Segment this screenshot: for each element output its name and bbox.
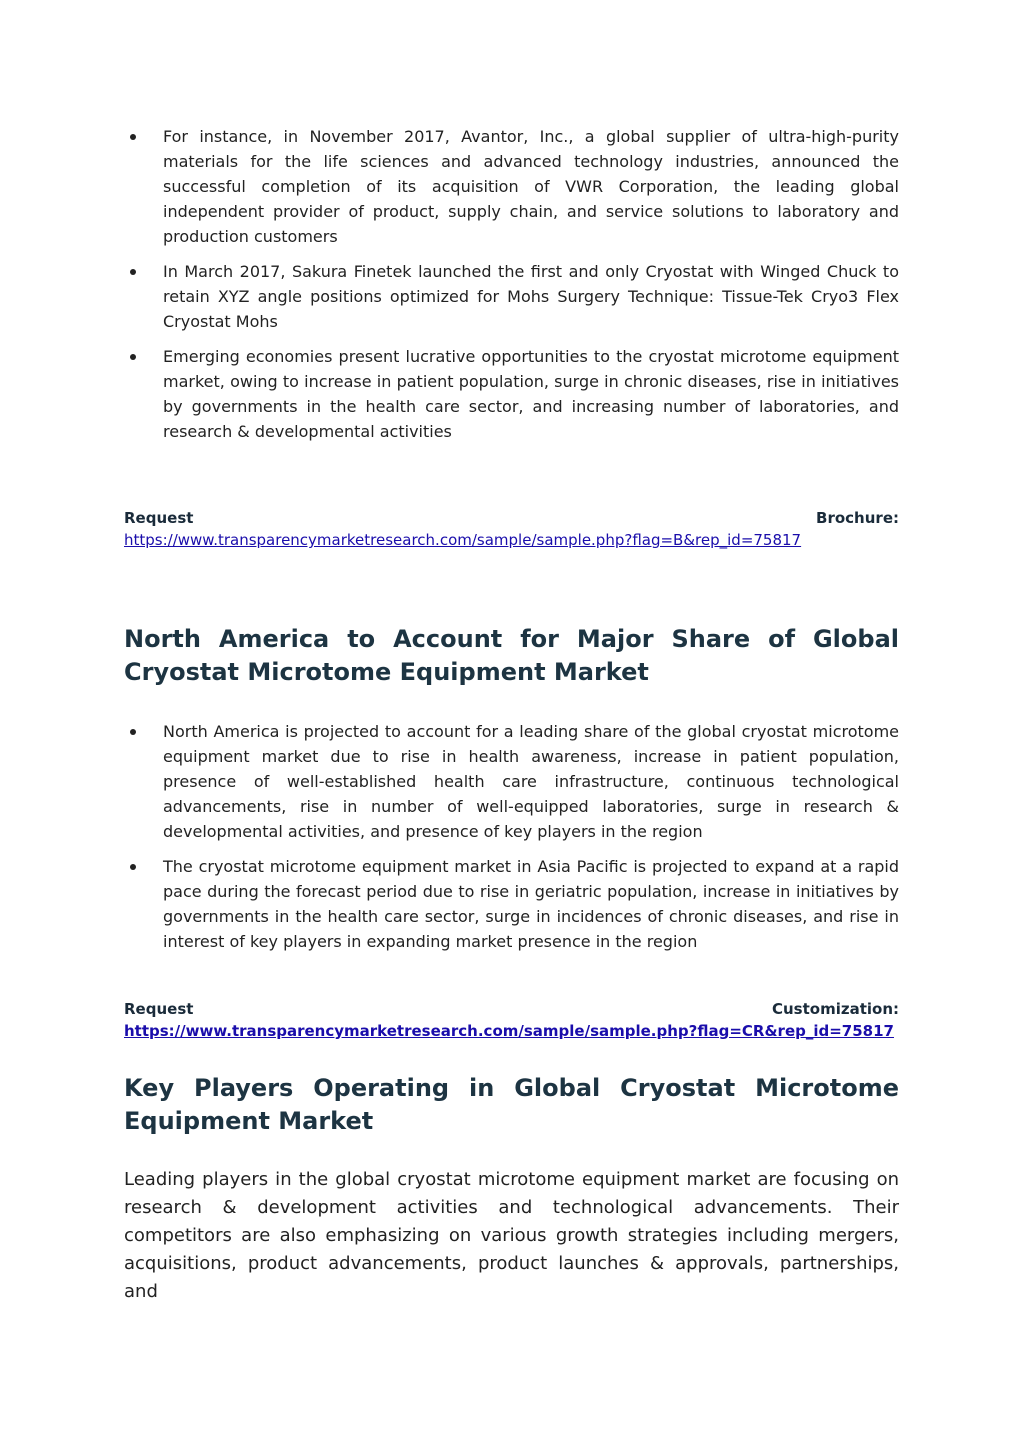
bullet-icon	[130, 864, 136, 870]
brochure-label: Brochure:	[816, 509, 899, 527]
bullet-list-recent-developments	[124, 124, 899, 444]
bullet-icon	[130, 134, 136, 140]
list-item	[124, 344, 899, 444]
section-heading-key-players: Key Players Operating in Global Cryostat Microtome Equipment Market	[124, 1074, 899, 1135]
bullet-text: For instance, in November 2017, Avantor, Inc., a global supplier of ultra-high-purity materials for the life sciences and advanced technology industries, announced the successful completion of its acquisition of VWR Corporation, the leading global independent provider of product, supply chain, and service solutions to laboratory and production customers	[163, 127, 899, 246]
list-item	[124, 124, 899, 249]
bullet-icon	[130, 729, 136, 735]
brochure-link[interactable]: https://www.transparencymarketresearch.com/sample/sample.php?flag=B&rep_id=75817	[124, 531, 802, 549]
customization-label: Customization:	[771, 1000, 899, 1018]
bullet-icon	[130, 269, 136, 275]
list-item	[124, 719, 899, 844]
list-item	[124, 854, 899, 954]
bullet-text: North America is projected to account for a leading share of the global cryostat microtome equipment market due to rise in health awareness, increase in patient population, presence of well-established health care infrastructure, continuous technological advancements, rise in number of well-equipped laboratories, surge in research & developmental activities, and presence of key players in the region	[163, 722, 899, 841]
document-page	[124, 124, 899, 1306]
bullet-text: In March 2017, Sakura Finetek launched the first and only Cryostat with Winged Chuck to retain XYZ angle positions optimized for Mohs Surgery Technique: Tissue-Tek Cryo3 Flex Cryostat Mohs	[163, 262, 899, 331]
section-heading-north-america: North America to Account for Major Share of Global Cryostat Microtome Equipment Market	[124, 625, 899, 686]
key-players-paragraph: Leading players in the global cryostat microtome equipment market are focusing on research & development activities and technological advancements. Their competitors are also emphasizing on various growth strategies including mergers, acquisitions, product advancements, product launches & approvals, partnerships, and	[124, 1169, 899, 1302]
request-brochure-block	[124, 507, 899, 551]
bullet-icon	[130, 354, 136, 360]
request-label: Request	[124, 1000, 194, 1018]
bullet-text: Emerging economies present lucrative opportunities to the cryostat microtome equipment market, owing to increase in patient population, surge in chronic diseases, rise in initiatives by governments in the health care sector, and increasing number of laboratories, and research & developmental activities	[163, 347, 899, 441]
request-customization-block	[124, 998, 899, 1042]
list-item	[124, 259, 899, 334]
customization-link[interactable]: https://www.transparencymarketresearch.com/sample/sample.php?flag=CR&rep_id=75817	[124, 1022, 894, 1040]
request-brochure-label	[124, 507, 899, 529]
request-label: Request	[124, 509, 194, 527]
request-customization-label	[124, 998, 899, 1020]
bullet-list-regional-outlook	[124, 719, 899, 954]
bullet-text: The cryostat microtome equipment market in Asia Pacific is projected to expand at a rapid pace during the forecast period due to rise in geriatric population, increase in initiatives by governments in the health care sector, surge in incidences of chronic diseases, and rise in interest of key players in expanding market presence in the region	[163, 857, 899, 951]
